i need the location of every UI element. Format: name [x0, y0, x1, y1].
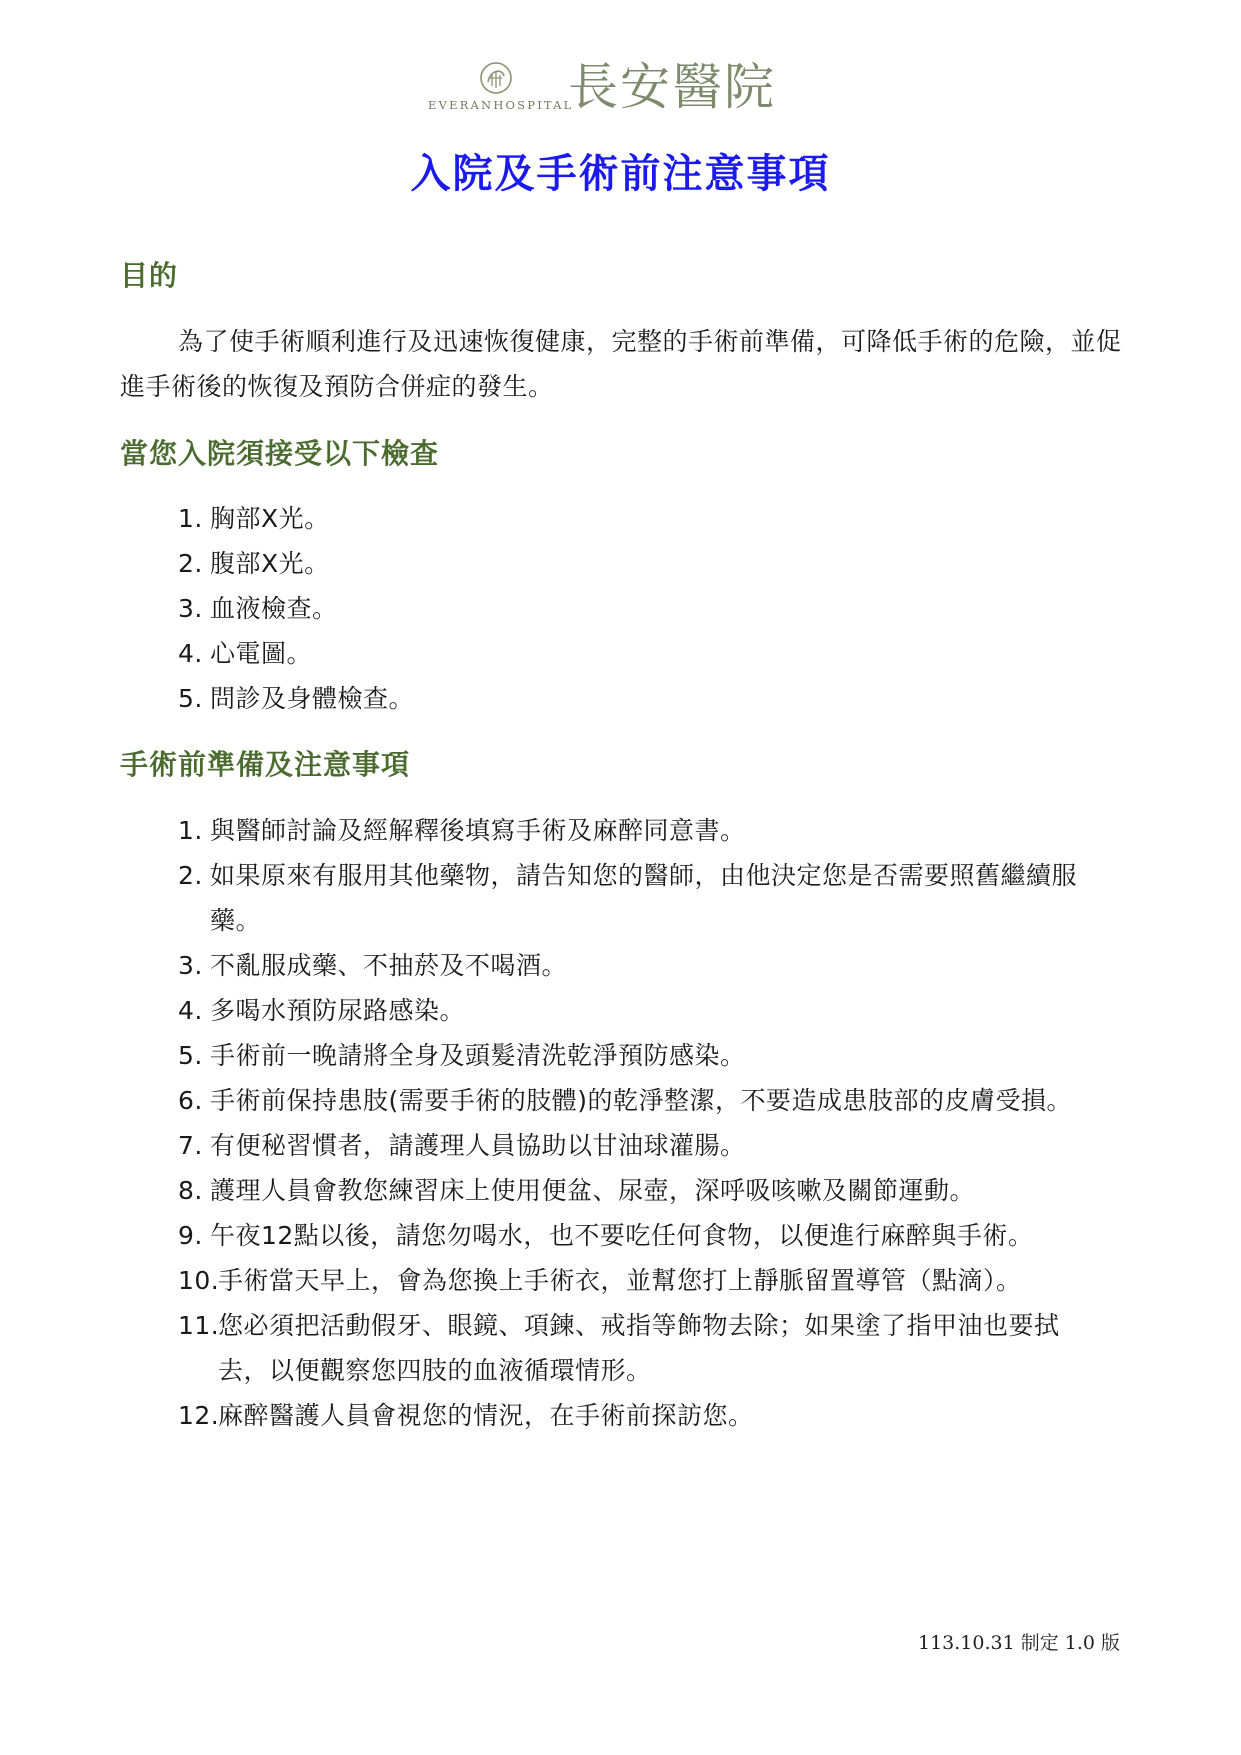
- list-text: 多喝水預防尿路感染。: [210, 996, 466, 1025]
- section-heading-purpose: 目的: [120, 259, 179, 292]
- list-text: 胸部X光。: [210, 504, 330, 533]
- list-item: [178, 1393, 1108, 1438]
- list-item: [178, 586, 1123, 631]
- list-number: 12.: [178, 1401, 220, 1430]
- exam-list: [178, 496, 1123, 721]
- list-text: 手術前一晚請將全身及頭髮清洗乾淨預防感染。: [210, 1041, 746, 1070]
- list-item: [178, 853, 1108, 943]
- logo-english-name: EVERANHOSPITAL: [428, 98, 574, 112]
- list-text: 手術前保持患肢(需要手術的肢體)的乾淨整潔，不要造成患肢部的皮膚受損。: [210, 1086, 1073, 1115]
- list-item: [178, 496, 1123, 541]
- list-item: [178, 1258, 1108, 1303]
- list-number: 3.: [178, 951, 203, 980]
- list-text: 問診及身體檢查。: [210, 684, 415, 713]
- hospital-emblem-icon: [478, 60, 514, 96]
- list-number: 4.: [178, 639, 203, 668]
- list-text: 您必須把活動假牙、眼鏡、項鍊、戒指等飾物去除；如果塗了指甲油也要拭去，以便觀察您四肢的血液循環情形。: [218, 1311, 1060, 1385]
- list-number: 1.: [178, 816, 203, 845]
- list-text: 有便秘習慣者，請護理人員協助以甘油球灌腸。: [210, 1131, 746, 1160]
- list-item: [178, 1303, 1108, 1393]
- purpose-paragraph: 為了使手術順利進行及迅速恢復健康，完整的手術前準備，可降低手術的危險，並促進手術後的恢復及預防合併症的發生。: [120, 327, 1122, 401]
- section-heading-prep: 手術前準備及注意事項: [120, 748, 411, 781]
- list-text: 與醫師討論及經解釋後填寫手術及麻醉同意書。: [210, 816, 746, 845]
- list-number: 10.: [178, 1266, 220, 1295]
- list-number: 9.: [178, 1221, 203, 1250]
- list-item: [178, 541, 1123, 586]
- list-item: [178, 808, 1108, 853]
- list-text: 麻醉醫護人員會視您的情況，在手術前探訪您。: [218, 1401, 754, 1430]
- list-item: [178, 943, 1108, 988]
- list-item: [178, 1123, 1108, 1168]
- list-number: 6.: [178, 1086, 203, 1115]
- list-text: 護理人員會教您練習床上使用便盆、尿壺，深呼吸咳嗽及關節運動。: [210, 1176, 976, 1205]
- list-number: 2.: [178, 549, 203, 578]
- hospital-logo: [428, 56, 828, 122]
- list-number: 2.: [178, 861, 203, 890]
- list-item: [178, 631, 1123, 676]
- list-number: 4.: [178, 996, 203, 1025]
- list-number: 5.: [178, 1041, 203, 1070]
- version-footer: 113.10.31 制定 1.0 版: [918, 1632, 1121, 1654]
- logo-chinese-name: 長安醫院: [568, 58, 776, 116]
- list-text: 不亂服成藥、不抽菸及不喝酒。: [210, 951, 568, 980]
- prep-list: [178, 808, 1108, 1438]
- list-text: 心電圖。: [210, 639, 313, 668]
- list-text: 腹部X光。: [210, 549, 330, 578]
- list-text: 手術當天早上，會為您換上手術衣，並幫您打上靜脈留置導管（點滴）。: [218, 1266, 1022, 1295]
- list-number: 5.: [178, 684, 203, 713]
- list-number: 8.: [178, 1176, 203, 1205]
- list-number: 1.: [178, 504, 203, 533]
- section-heading-exams: 當您入院須接受以下檢查: [120, 437, 440, 470]
- list-item: [178, 676, 1123, 721]
- list-text: 如果原來有服用其他藥物，請告知您的醫師，由他決定您是否需要照舊繼續服藥。: [210, 861, 1078, 935]
- list-item: [178, 988, 1108, 1033]
- list-number: 11.: [178, 1311, 220, 1340]
- list-number: 7.: [178, 1131, 203, 1160]
- list-item: [178, 1168, 1108, 1213]
- list-text: 午夜12點以後，請您勿喝水，也不要吃任何食物，以便進行麻醉與手術。: [210, 1221, 1034, 1250]
- list-text: 血液檢查。: [210, 594, 338, 623]
- list-item: [178, 1033, 1108, 1078]
- list-item: [178, 1078, 1108, 1123]
- list-item: [178, 1213, 1108, 1258]
- document-title: 入院及手術前注意事項: [410, 151, 831, 197]
- list-number: 3.: [178, 594, 203, 623]
